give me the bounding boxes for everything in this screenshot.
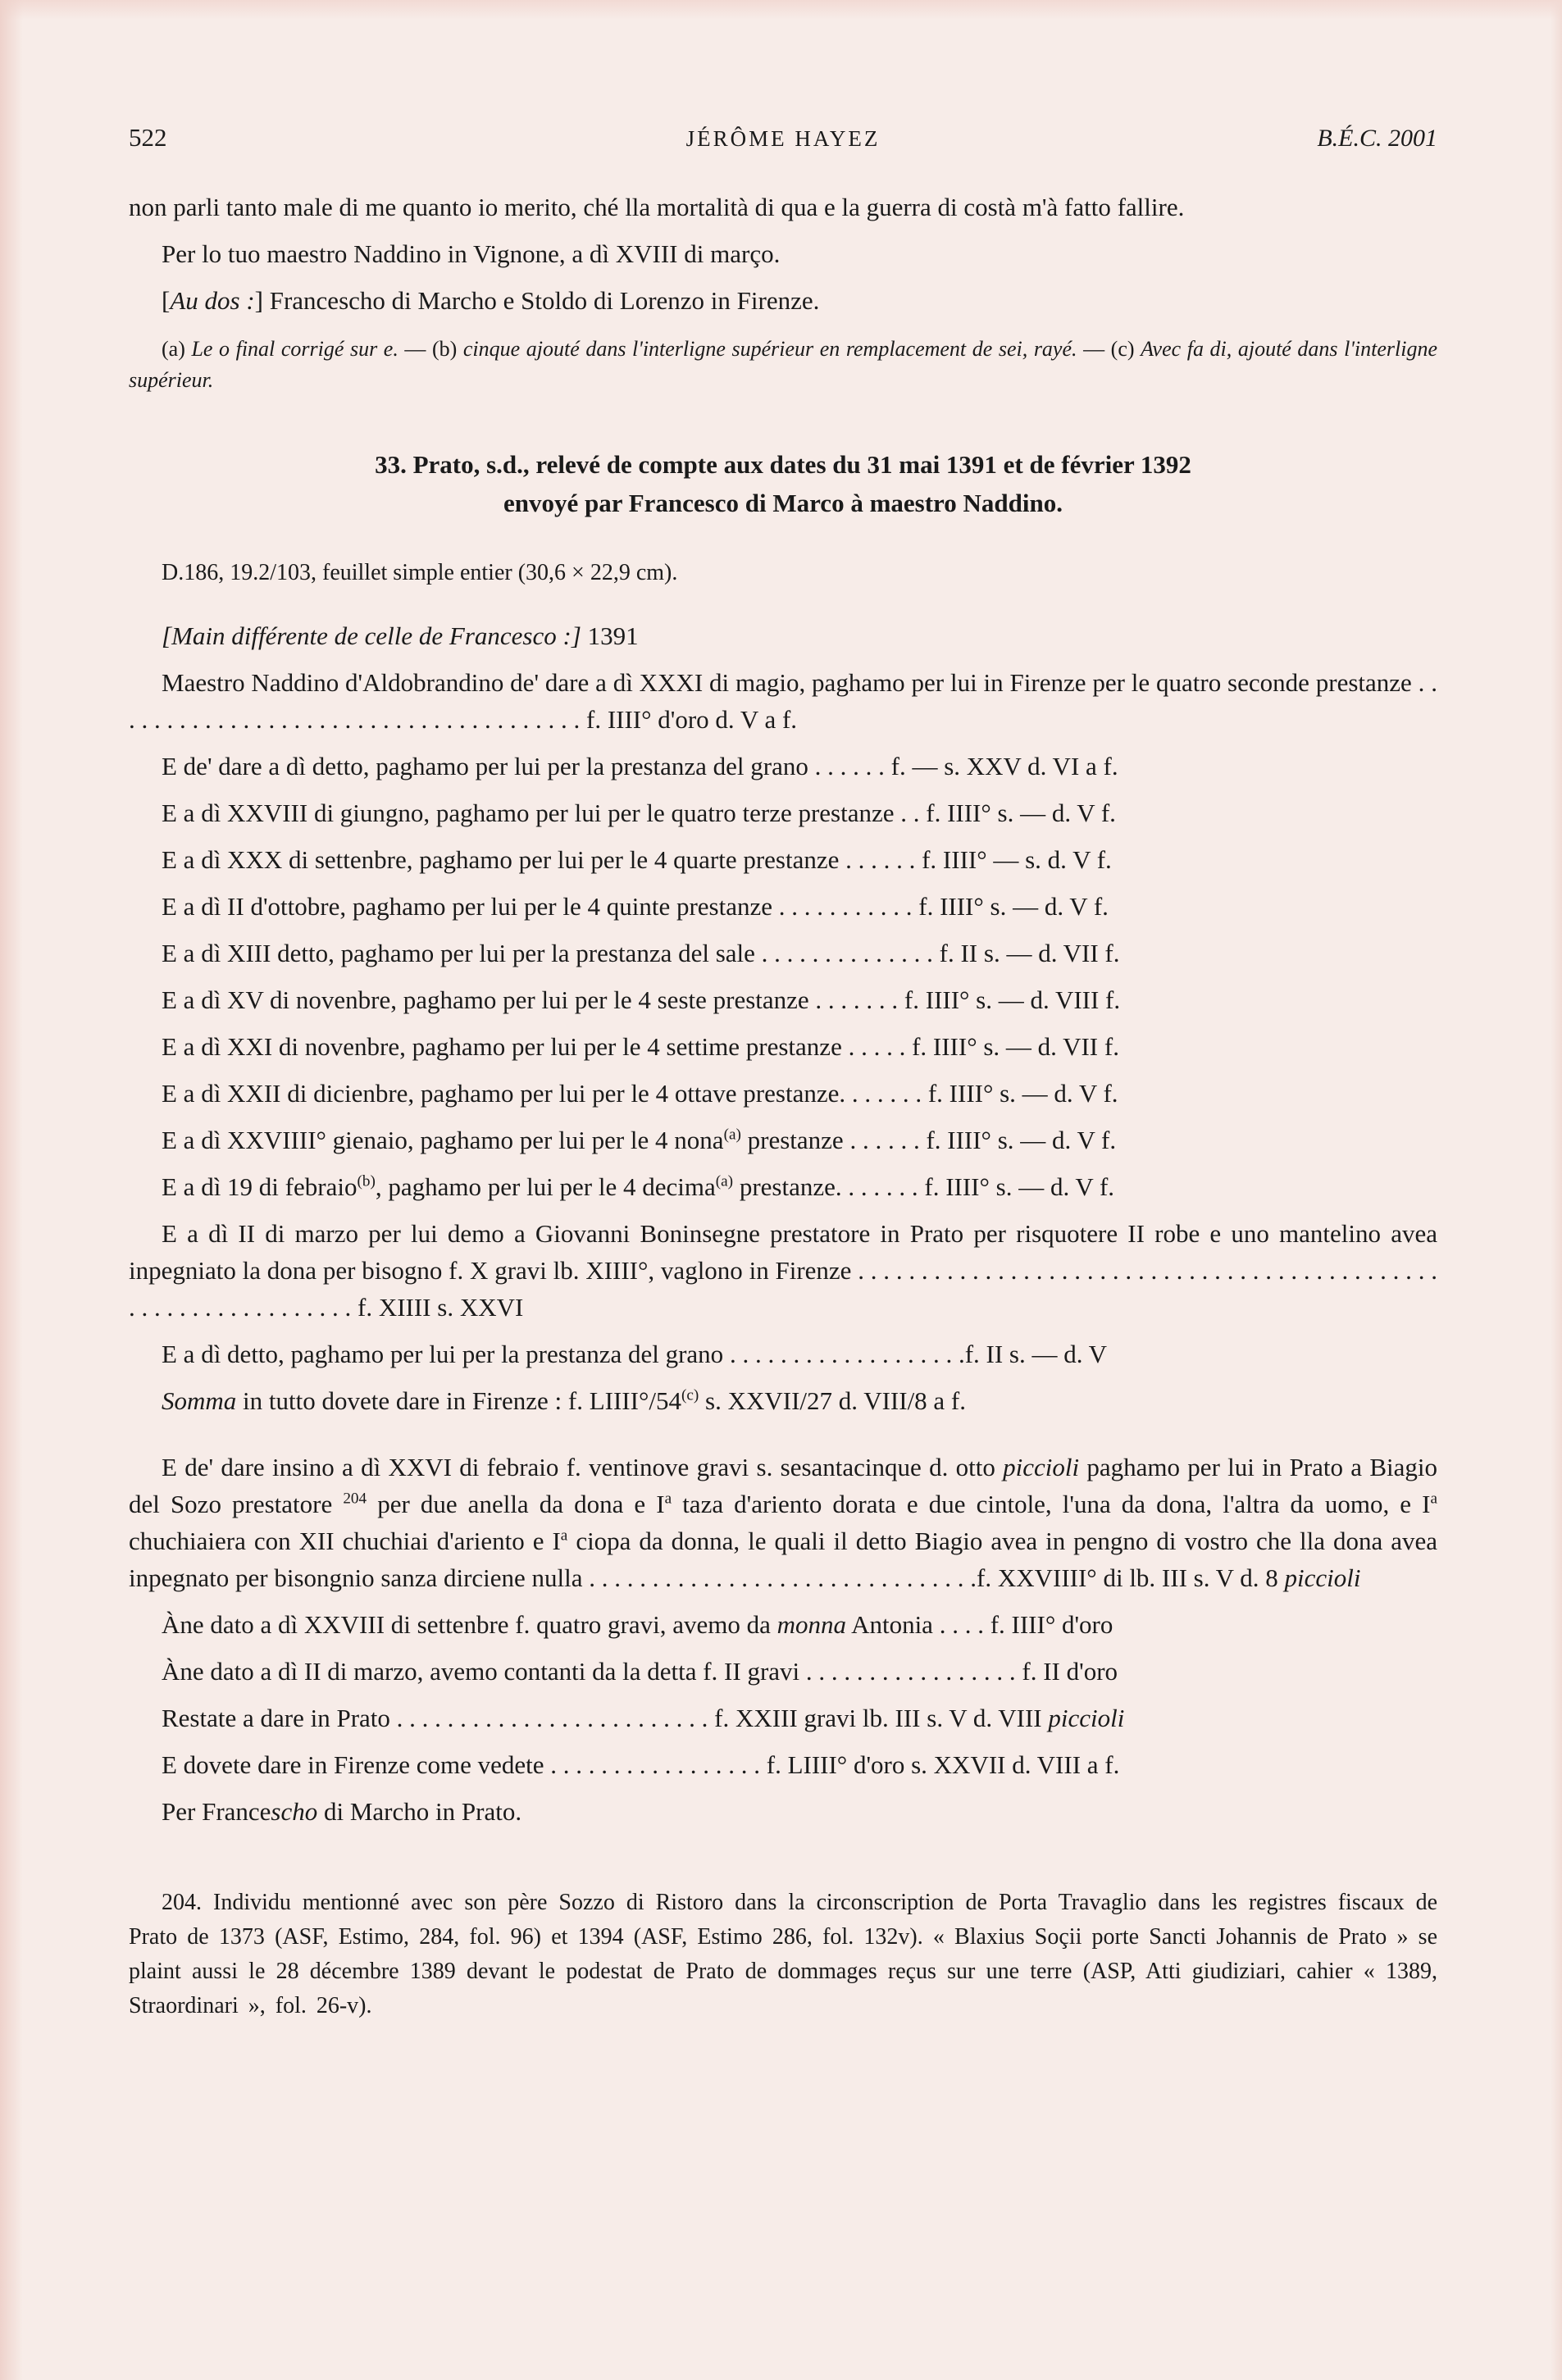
text-segment: . . . . . . . . . . . . . . . . . . . . . . . . . . . . . . . . . . . . . . . . . . . . . . . . . . . . . . . . . . . . xyxy=(129,1256,1437,1322)
text-segment: piccioli xyxy=(1048,1704,1125,1732)
text-segment: Le o final corrigé sur e. xyxy=(191,337,405,361)
text-segment: E de' dare insino a dì XXVI di febraio f. ventinove gravi s. sesantacinque d. otto xyxy=(162,1453,1004,1481)
text-segment: E a dì XXVIIII° gienaio, paghamo per lui per le 4 nona xyxy=(162,1126,724,1154)
paragraph xyxy=(129,235,1437,272)
text-segment: . . . . . . . . . . . . . . . . . . . . . . . . . . . . . . xyxy=(589,1563,964,1592)
paragraph xyxy=(129,617,1437,654)
text-segment: E de' dare a dì detto, paghamo per lui per la prestanza del grano xyxy=(162,752,815,780)
page-number: 522 xyxy=(129,123,167,152)
paragraph xyxy=(129,1028,1437,1065)
text-segment: f. IIII° s. — d. VIII f. xyxy=(898,985,1121,1014)
text-segment: (c) xyxy=(681,1386,699,1404)
paragraph xyxy=(129,1700,1437,1736)
text-segment: E a dì 19 di febraio xyxy=(162,1172,357,1201)
text-segment: prestanze xyxy=(733,1172,836,1201)
text-segment: f. IIII° s. — d. V f. xyxy=(912,892,1109,921)
text-segment: f. II d'oro xyxy=(1015,1657,1118,1686)
text-segment: . . xyxy=(900,799,920,827)
text-segment: E a dì detto, paghamo per lui per la prestanza del grano xyxy=(162,1340,730,1368)
text-segment: .f. II s. — d. V xyxy=(952,1340,1108,1368)
paragraph xyxy=(129,981,1437,1018)
text-segment: non parli tanto male di me quanto io merito, ché lla mortalità di qua e la guerra di costà m'à fatto fallire. xyxy=(129,193,1185,221)
paragraph xyxy=(129,1336,1437,1372)
text-segment: E a dì XXX di settenbre, paghamo per lui per le 4 quarte prestanze xyxy=(162,845,846,874)
text-segment: taza d'ariento dorata e due cintole, l'una da dona, l'altra da uomo, e I xyxy=(672,1490,1431,1518)
text-segment: prestanze xyxy=(740,1126,850,1154)
text-segment: 204 xyxy=(343,1490,367,1508)
paragraph xyxy=(129,794,1437,831)
paragraph xyxy=(129,1653,1437,1690)
text-segment: a xyxy=(560,1527,568,1545)
text-segment: Per lo tuo maestro Naddino in Vignone, a dì XVIII di março. xyxy=(162,239,781,268)
text-segment: f. IIII° d'oro d. V a f. xyxy=(580,705,798,734)
text-segment: (b) xyxy=(357,1172,376,1190)
paragraph xyxy=(129,888,1437,925)
page-header xyxy=(129,123,1437,152)
text-segment: (a) xyxy=(162,337,192,361)
text-segment: cinque ajouté dans l'interligne supérieur en remplacement de sei, rayé. xyxy=(462,337,1084,361)
text-segment: f. II s. — d. VII f. xyxy=(932,939,1120,967)
document-body xyxy=(129,189,1437,2023)
paragraph xyxy=(129,1886,1437,2023)
text-segment: Au dos : xyxy=(170,286,255,315)
text-segment: scho xyxy=(271,1797,318,1826)
running-title: JÉRÔME HAYEZ xyxy=(685,126,881,151)
text-segment: , paghamo per lui per le 4 decima xyxy=(375,1172,716,1201)
text-segment: . . . . . . xyxy=(849,1126,920,1154)
text-segment: E a dì II di marzo per lui demo a Giovanni Boninsegne prestatore in Prato per risquotere II robe e uno mantelino avea inpegniato la dona per bisogno f. X gravi lb. XIIII°, vaglono in Firenze . . . . xyxy=(129,1219,1437,1285)
text-segment: f. IIII° s. — d. V f. xyxy=(922,1079,1118,1108)
text-segment: 204. Individu mentionné avec son père Sozzo di Ristoro dans la circonscription de Porta Travaglio dans les registres fiscaux de Prato de 1373 (ASF, Estimo, 284, fol. 96) et 1394 (ASF, Estimo 286, fol. 132v). « Blaxius Soçii porte Sancti Johannis de Prato » se plaint aussi le 28 décembre 1389 devant le podestat de Prato de dommages reçus sur une terre (ASP, Atti giudiziari, cahier « 1389, Straordinari », fol. 26-v). xyxy=(129,1890,1437,2018)
text-segment: E a dì XXVIII di giungno, paghamo per lui per le quatro terze prestanze xyxy=(162,799,901,827)
text-segment: E a dì XIII detto, paghamo per lui per la prestanza del sale xyxy=(162,939,762,967)
text-segment: f. IIII° s. — d. VII f. xyxy=(905,1032,1119,1061)
text-segment: paghamo per lui in Prato a Biagio del Sozo prestatore xyxy=(129,1453,1437,1518)
text-segment: piccioli xyxy=(1003,1453,1080,1481)
text-segment: Antonia xyxy=(846,1610,940,1639)
text-segment: Maestro Naddino d'Aldobrandino de' dare a dì XXXI di magio, paghamo per lui in Firenze per le quatro seconde prestanze xyxy=(162,668,1419,697)
text-segment: . . . . . . . xyxy=(839,1079,922,1108)
text-segment: di Marcho in Prato. xyxy=(317,1797,522,1826)
text-segment: monna xyxy=(776,1610,847,1639)
paragraph xyxy=(129,1606,1437,1643)
paragraph xyxy=(129,334,1437,396)
text-segment: [ xyxy=(162,286,171,315)
text-segment: 1391 xyxy=(581,621,639,650)
paragraph xyxy=(129,1449,1437,1596)
text-segment: f. IIII° — s. d. V f. xyxy=(915,845,1112,874)
paragraph xyxy=(129,189,1437,225)
paragraph xyxy=(129,935,1437,972)
paragraph xyxy=(129,1382,1437,1419)
paragraph xyxy=(129,1075,1437,1112)
text-segment: f. IIII° s. — d. V f. xyxy=(919,799,1116,827)
text-segment: . . . . . . . xyxy=(815,985,899,1014)
text-segment: (a) xyxy=(723,1126,741,1144)
paragraph xyxy=(129,445,1437,522)
paragraph xyxy=(129,1215,1437,1326)
text-segment: .f. XXVIIII° di lb. III s. V d. 8 xyxy=(963,1563,1285,1592)
text-segment: chuchiaiera con XII chuchiai d'ariento e I xyxy=(129,1527,561,1555)
paragraph xyxy=(129,748,1437,785)
text-segment: Per France xyxy=(162,1797,271,1826)
text-segment: Àne dato a dì XXVIII di settenbre f. quatro gravi, avemo da xyxy=(162,1610,777,1639)
paragraph xyxy=(129,664,1437,738)
text-segment: s. XXVII/27 d. VIII/8 a f. xyxy=(699,1386,967,1415)
text-segment: E a dì XV di novenbre, paghamo per lui per le 4 seste prestanze xyxy=(162,985,816,1014)
text-segment: . . . . . . . . . . . . . . xyxy=(761,939,933,967)
text-segment: f. IIII° s. — d. V f. xyxy=(918,1172,1115,1201)
paragraph xyxy=(129,841,1437,878)
text-segment: f. LIIII° d'oro s. XXVII d. VIII a f. xyxy=(760,1750,1120,1779)
text-segment: piccioli xyxy=(1284,1563,1361,1592)
text-segment: ] Francescho di Marcho e Stoldo di Lorenzo in Firenze. xyxy=(254,286,820,315)
text-segment: 33. Prato, s.d., relevé de compte aux dates du 31 mai 1391 et de février 1392 xyxy=(375,450,1191,479)
text-segment: ciopa da donna, le quali il detto Biagio avea in pengno di vostro che lla dona avea inpegnato per bisongnio sanza dirciene nulla xyxy=(129,1527,1437,1592)
paragraph xyxy=(129,1122,1437,1158)
text-segment: [Main différente de celle de Francesco :] xyxy=(162,621,581,650)
text-block xyxy=(129,123,1437,2023)
text-segment: in tutto dovete dare in Firenze : f. LIIII°/54 xyxy=(236,1386,681,1415)
text-segment: . . . . . . xyxy=(814,752,885,780)
text-segment: f. IIII° d'oro xyxy=(983,1610,1113,1639)
text-segment: E a dì II d'ottobre, paghamo per lui per le 4 quinte prestanze xyxy=(162,892,779,921)
text-segment: E dovete dare in Firenze come vedete xyxy=(162,1750,551,1779)
text-segment: E a dì XXII di dicienbre, paghamo per lui per le 4 ottave prestanze xyxy=(162,1079,840,1108)
text-segment: per due anella da dona e I xyxy=(367,1490,665,1518)
text-segment: a xyxy=(664,1490,672,1508)
text-segment: . . . . . . . . . . . . . . . . . . xyxy=(729,1340,953,1368)
text-segment: f. XIIII s. XXVI xyxy=(351,1293,524,1322)
text-segment: . . . . . . . . . . . xyxy=(778,892,913,921)
text-segment: f. IIII° s. — d. V f. xyxy=(919,1126,1117,1154)
text-segment: (a) xyxy=(715,1172,734,1190)
text-segment: . . . . . . . . . . . . . . . . . xyxy=(805,1657,1016,1686)
paragraph xyxy=(129,1746,1437,1783)
text-segment: a xyxy=(1430,1490,1437,1508)
text-segment: D.186, 19.2/103, feuillet simple entier (30,6 × 22,9 cm). xyxy=(162,560,678,585)
text-segment: . . . . . . . . . . . . . . . . . . . . . . . . . . . . . . . . . . . . . . xyxy=(129,668,1437,734)
paragraph xyxy=(129,1793,1437,1830)
text-segment: f. XXIII gravi lb. III s. V d. VIII xyxy=(708,1704,1049,1732)
text-segment: Àne dato a dì II di marzo, avemo contanti da la detta f. II gravi xyxy=(162,1657,806,1686)
text-segment: . . . . xyxy=(939,1610,984,1639)
text-segment: Avec fa di, ajouté dans l'interligne supérieur. xyxy=(129,337,1437,392)
text-segment: envoyé par Francesco di Marco à maestro Naddino. xyxy=(503,489,1063,517)
text-segment: . . . . . xyxy=(848,1032,906,1061)
text-segment: Restate a dare in Prato xyxy=(162,1704,397,1732)
paragraph xyxy=(129,282,1437,319)
journal-reference: B.É.C. 2001 xyxy=(1317,125,1437,152)
text-segment: — (c) xyxy=(1083,337,1141,361)
paragraph xyxy=(129,1168,1437,1205)
text-segment: f. — s. XXV d. VI a f. xyxy=(884,752,1118,780)
text-segment: Somma xyxy=(162,1386,237,1415)
paragraph xyxy=(129,557,1437,589)
text-segment: . . . . . . . xyxy=(835,1172,918,1201)
text-segment: — (b) xyxy=(404,337,463,361)
text-segment: . . . . . . . . . . . . . . . . . . . . . . . . . xyxy=(396,1704,708,1732)
text-segment: E a dì XXI di novenbre, paghamo per lui per le 4 settime prestanze xyxy=(162,1032,849,1061)
text-segment: . . . . . . xyxy=(845,845,916,874)
text-segment: . . . . . . . . . . . . . . . . . xyxy=(550,1750,760,1779)
